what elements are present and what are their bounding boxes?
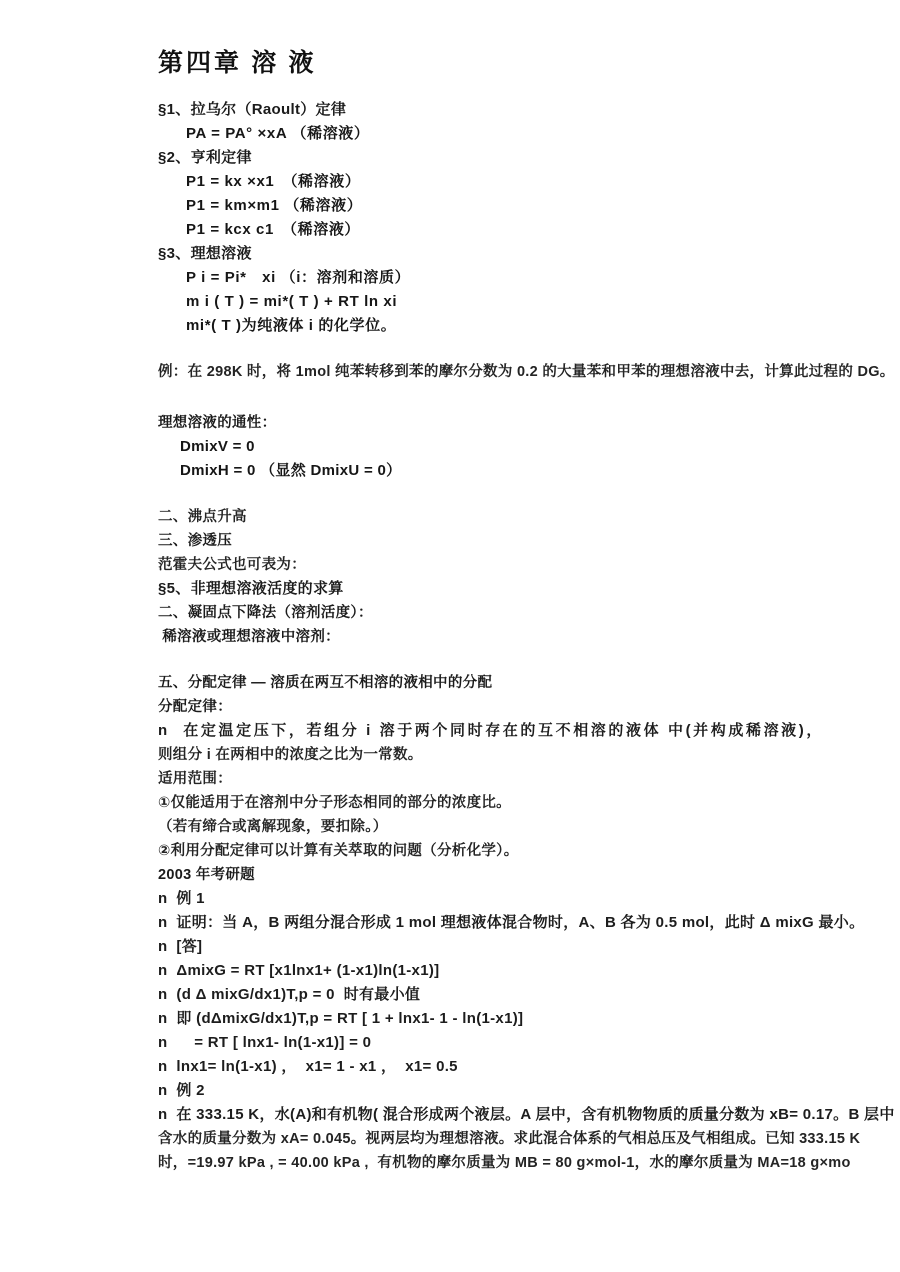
doc-line: P i = Pi* xi （i：溶剂和溶质） bbox=[186, 269, 411, 286]
doc-line: n 即 (dΔmixG/dx1)T,p = RT [ 1 + lnx1- 1 - ln(1-x1)] bbox=[158, 1010, 524, 1027]
doc-line: n (d Δ mixG/dx1)T,p = 0 时有最小值 bbox=[158, 986, 421, 1003]
doc-line: §1、拉乌尔（Raoult）定律 bbox=[158, 101, 347, 118]
doc-line: 三、渗透压 bbox=[158, 533, 232, 549]
doc-line: 例：在 298K 时，将 1mol 纯苯转移到苯的摩尔分数为 0.2 的大量苯和甲苯的理想溶液中去，计算此过程的 DG。 bbox=[158, 364, 895, 380]
doc-line: P1 = kx ×x1 （稀溶液） bbox=[186, 173, 361, 190]
doc-line: n 在定温定压下，若组分 i 溶于两个同时存在的互不相溶的液体 中(并构成稀溶液)， bbox=[158, 722, 824, 739]
doc-line: 则组分 i 在两相中的浓度之比为一常数。 bbox=[158, 747, 423, 763]
doc-line: n 在 333.15 K，水(A)和有机物( 混合形成两个液层。A 层中，含有机物物质的质量分数为 xB= 0.17。B 层中 bbox=[158, 1106, 895, 1123]
doc-line: §2、亨利定律 bbox=[158, 149, 252, 166]
doc-line: 二、凝固点下降法（溶剂活度）： bbox=[158, 605, 373, 621]
doc-line: §3、理想溶液 bbox=[158, 245, 252, 262]
doc-line: PA = PA° ×xA （稀溶液） bbox=[186, 125, 370, 142]
doc-line: n [答] bbox=[158, 938, 203, 955]
doc-line: ②利用分配定律可以计算有关萃取的问题（分析化学）。 bbox=[158, 843, 519, 859]
chapter-title: 第四章 溶 液 bbox=[158, 50, 317, 77]
doc-line: 二、沸点升高 bbox=[158, 509, 247, 525]
doc-line: mi*( T )为纯液体 i 的化学位。 bbox=[186, 317, 397, 334]
doc-line: n 证明：当 A，B 两组分混合形成 1 mol 理想液体混合物时，A、B 各为 0.5 mol，此时 Δ mixG 最小。 bbox=[158, 914, 865, 931]
doc-line: 五、分配定律 — 溶质在两互不相溶的液相中的分配 bbox=[158, 675, 493, 691]
doc-line: 2003 年考研题 bbox=[158, 867, 255, 883]
doc-line: §5、非理想溶液活度的求算 bbox=[158, 580, 344, 597]
doc-line: P1 = kcx c1 （稀溶液） bbox=[186, 221, 361, 238]
doc-line: 适用范围： bbox=[158, 771, 232, 787]
doc-line: 分配定律： bbox=[158, 699, 232, 715]
doc-line: n = RT [ lnx1- ln(1-x1)] = 0 bbox=[158, 1034, 372, 1051]
doc-line: 范霍夫公式也可表为： bbox=[158, 557, 306, 573]
doc-line: ①仅能适用于在溶剂中分子形态相同的部分的浓度比。 bbox=[158, 795, 511, 811]
document-text-block bbox=[158, 48, 895, 1175]
doc-line: DmixH = 0 （显然 DmixU = 0） bbox=[180, 462, 402, 479]
doc-line: （若有缔合或离解现象，要扣除。） bbox=[158, 819, 388, 835]
doc-line: 稀溶液或理想溶液中溶剂： bbox=[158, 629, 340, 645]
doc-line: 含水的质量分数为 xA= 0.045。视两层均为理想溶液。求此混合体系的气相总压及气相组成。已知 333.15 K bbox=[158, 1131, 861, 1147]
doc-line: n 例 2 bbox=[158, 1082, 205, 1099]
doc-line: n lnx1= ln(1-x1) ， x1= 1 - x1 ， x1= 0.5 bbox=[158, 1058, 458, 1075]
doc-line: P1 = km×m1 （稀溶液） bbox=[186, 197, 363, 214]
doc-line: 时，=19.97 kPa , = 40.00 kPa , 有机物的摩尔质量为 MB = 80 g×mol-1，水的摩尔质量为 MA=18 g×mo bbox=[158, 1155, 851, 1171]
doc-line: 理想溶液的通性： bbox=[158, 415, 277, 431]
doc-line: n 例 1 bbox=[158, 890, 205, 907]
doc-line: m i ( T ) = mi*( T ) + RT ln xi bbox=[186, 293, 398, 310]
doc-line: DmixV = 0 bbox=[180, 438, 255, 455]
doc-line: n ΔmixG = RT [x1lnx1+ (1-x1)ln(1-x1)] bbox=[158, 962, 440, 979]
